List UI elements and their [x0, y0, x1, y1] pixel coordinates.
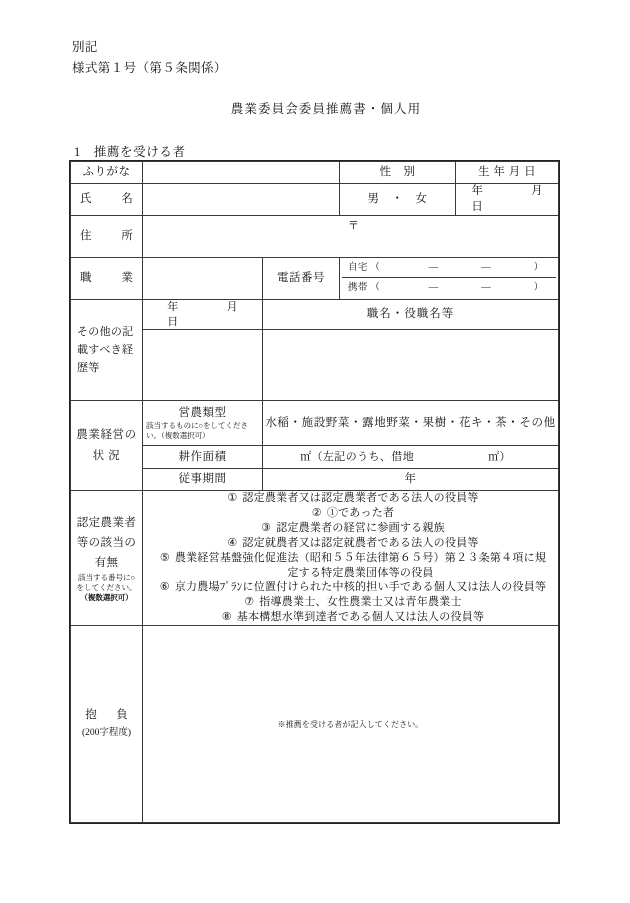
telephone-home-cell[interactable] — [342, 260, 556, 278]
farm-label-cell — [71, 401, 143, 491]
career-post-header: 職名・役職名等 — [366, 307, 455, 320]
telephone-mobile-label: 携帯 （ — [348, 282, 381, 293]
section-number: 1 — [74, 145, 81, 159]
telephone-home-close: ） — [533, 263, 544, 274]
career-post-header-cell — [263, 299, 559, 330]
career-label: その他の記載すべき経歴等 — [77, 325, 134, 375]
birthdate-value: 年 月 日 — [471, 185, 566, 213]
list-item-label: 認定農業者又は認定農業者である法人の役員等 — [242, 492, 479, 505]
aspiration-label-cell — [71, 625, 143, 822]
telephone-subtable — [340, 258, 558, 299]
aspiration-value-cell[interactable] — [143, 625, 559, 822]
birthdate-header: 生 年 月 日 — [477, 165, 537, 178]
telephone-mobile-row — [342, 280, 556, 297]
certified-label: 認定農業者等の該当の有無 — [76, 516, 137, 570]
list-item-marker: ② — [311, 507, 322, 520]
list-item-continuation: 定する特定農業団体等の役員 — [287, 566, 434, 579]
list-item[interactable] — [143, 595, 558, 610]
gender-header-cell — [340, 162, 456, 184]
farm-type-note: 該当するものに○をしてください。（複数選択可） — [146, 421, 248, 441]
gender-header: 性 別 — [379, 165, 416, 178]
farm-area-value-cell[interactable] — [263, 446, 559, 469]
telephone-home-dash-1: ― — [428, 263, 439, 274]
aspiration-label: 抱 負 — [85, 708, 132, 721]
list-item[interactable] — [143, 610, 558, 625]
list-item[interactable] — [143, 536, 558, 551]
certified-note-2: （複数選択可） — [80, 593, 133, 603]
table-row-furigana — [71, 162, 559, 184]
list-item[interactable] — [143, 580, 558, 595]
list-item-label: ①であった者 — [326, 507, 395, 520]
address-label: 住 所 — [80, 229, 133, 242]
table-row-address — [71, 216, 559, 258]
table-row-occupation — [71, 258, 559, 300]
list-item-marker: ① — [227, 492, 238, 505]
address-label-cell — [71, 216, 143, 258]
farm-period-unit: 年 — [404, 473, 417, 486]
telephone-label: 電話番号 — [277, 271, 325, 284]
table-row-farm-type — [71, 401, 559, 446]
certified-label-cell — [71, 491, 143, 626]
telephone-mobile-close: ） — [533, 282, 544, 293]
telephone-home-row — [342, 260, 556, 278]
birthdate-value-cell[interactable] — [456, 184, 566, 216]
farm-area-units — [263, 450, 558, 465]
list-item-marker: ⑧ — [221, 611, 232, 624]
furigana-value-cell[interactable] — [143, 162, 340, 184]
table-row-career-header — [71, 299, 559, 330]
list-item[interactable] — [143, 506, 558, 521]
list-item-label: 基本構想水準到達者である個人又は法人の役員等 — [236, 611, 485, 624]
farm-period-header: 従事期間 — [178, 473, 227, 486]
occupation-label: 職 業 — [80, 271, 133, 284]
list-item-label: 認定農業者の経営に参画する親族 — [276, 522, 445, 535]
list-item-marker: ⑥ — [159, 581, 170, 594]
farm-type-header: 営農類型 — [178, 406, 227, 419]
list-item-marker: ⑤ — [159, 551, 170, 564]
postal-code-icon: 〒 — [348, 220, 359, 233]
telephone-home-dash-2: ― — [481, 263, 492, 274]
farm-period-header-cell — [143, 469, 263, 491]
list-item-label: 農業経営基盤強化促進法（昭和５５年法律第６５号）第２３条第４項に規 — [174, 551, 547, 564]
farm-area-unit-1: ㎡（左記のうち、借地 — [300, 450, 415, 463]
address-value-cell[interactable] — [143, 216, 559, 258]
farm-area-header-cell — [143, 446, 263, 469]
farm-period-value-cell[interactable] — [263, 469, 559, 491]
farm-area-header: 耕作面積 — [178, 450, 227, 463]
table-row-aspiration — [71, 625, 559, 822]
table-row-farm-period — [71, 469, 559, 491]
section-title: 推薦を受ける者 — [93, 145, 186, 159]
career-ymd-value-cell[interactable] — [143, 330, 263, 401]
gender-options: 男 ・ 女 — [367, 192, 428, 205]
furigana-label: ふりがな — [82, 165, 131, 178]
certified-items-cell — [143, 491, 559, 626]
career-post-value-cell[interactable] — [263, 330, 559, 401]
gender-options-cell[interactable] — [340, 184, 456, 216]
telephone-mobile-dash-1: ― — [428, 282, 439, 293]
farm-area-unit-2: ㎡） — [488, 450, 511, 463]
occupation-label-cell — [71, 258, 143, 300]
page-title: 農業委員会委員推薦書・個人用 — [230, 102, 422, 116]
career-label-cell — [71, 299, 143, 401]
name-label: 氏 名 — [80, 192, 133, 205]
list-item-label: 京力農場ﾌﾟﾗﾝに位置付けられた中核的担い手である個人又は法人の役員等 — [174, 581, 547, 594]
farm-type-header-cell — [143, 401, 263, 446]
list-item-marker: ④ — [227, 536, 238, 549]
occupation-value-cell[interactable] — [143, 258, 263, 300]
farm-type-options-cell[interactable] — [263, 401, 559, 446]
table-row-career-body — [71, 330, 559, 401]
furigana-label-cell — [71, 162, 143, 184]
aspiration-note: ※推薦を受ける者が記入してください。 — [277, 719, 424, 729]
certified-note: 該当する番号に○をしてください。 — [76, 573, 137, 593]
list-item-marker: ⑦ — [244, 596, 255, 609]
form-number-label: 様式第１号（第５条関係） — [72, 61, 227, 75]
list-item-label: 認定就農者又は認定就農者である法人の役員等 — [242, 536, 479, 549]
name-label-cell — [71, 184, 143, 216]
list-item[interactable] — [143, 521, 558, 536]
aspiration-sublabel: (200字程度) — [81, 728, 132, 739]
farm-label: 農業経営の 状 況 — [76, 428, 137, 462]
section-heading — [74, 142, 186, 160]
telephone-home-label: 自宅 （ — [348, 263, 381, 274]
farm-type-options: 水稲・施設野菜・露地野菜・果樹・花キ・茶・その他 — [265, 416, 556, 429]
telephone-value-cell[interactable] — [340, 258, 559, 300]
list-item-label: 指導農業士、女性農業士又は青年農業士 — [259, 596, 462, 609]
table-row-certified — [71, 491, 559, 626]
table-row-farm-area — [71, 446, 559, 469]
career-ymd-header: 年 月 日 — [167, 300, 260, 328]
telephone-label-cell — [263, 258, 340, 300]
recommendation-form-table — [70, 161, 566, 823]
birthdate-header-cell — [456, 162, 559, 184]
list-item-marker: ③ — [261, 522, 272, 535]
telephone-mobile-cell[interactable] — [342, 280, 556, 297]
document-kind-label: 別記 — [72, 40, 98, 54]
list-item[interactable] — [143, 491, 558, 506]
telephone-mobile-dash-2: ― — [481, 282, 492, 293]
name-value-cell[interactable] — [143, 184, 340, 216]
list-item[interactable] — [143, 551, 558, 566]
career-ymd-header-cell — [143, 299, 263, 330]
table-row-name — [71, 184, 559, 216]
